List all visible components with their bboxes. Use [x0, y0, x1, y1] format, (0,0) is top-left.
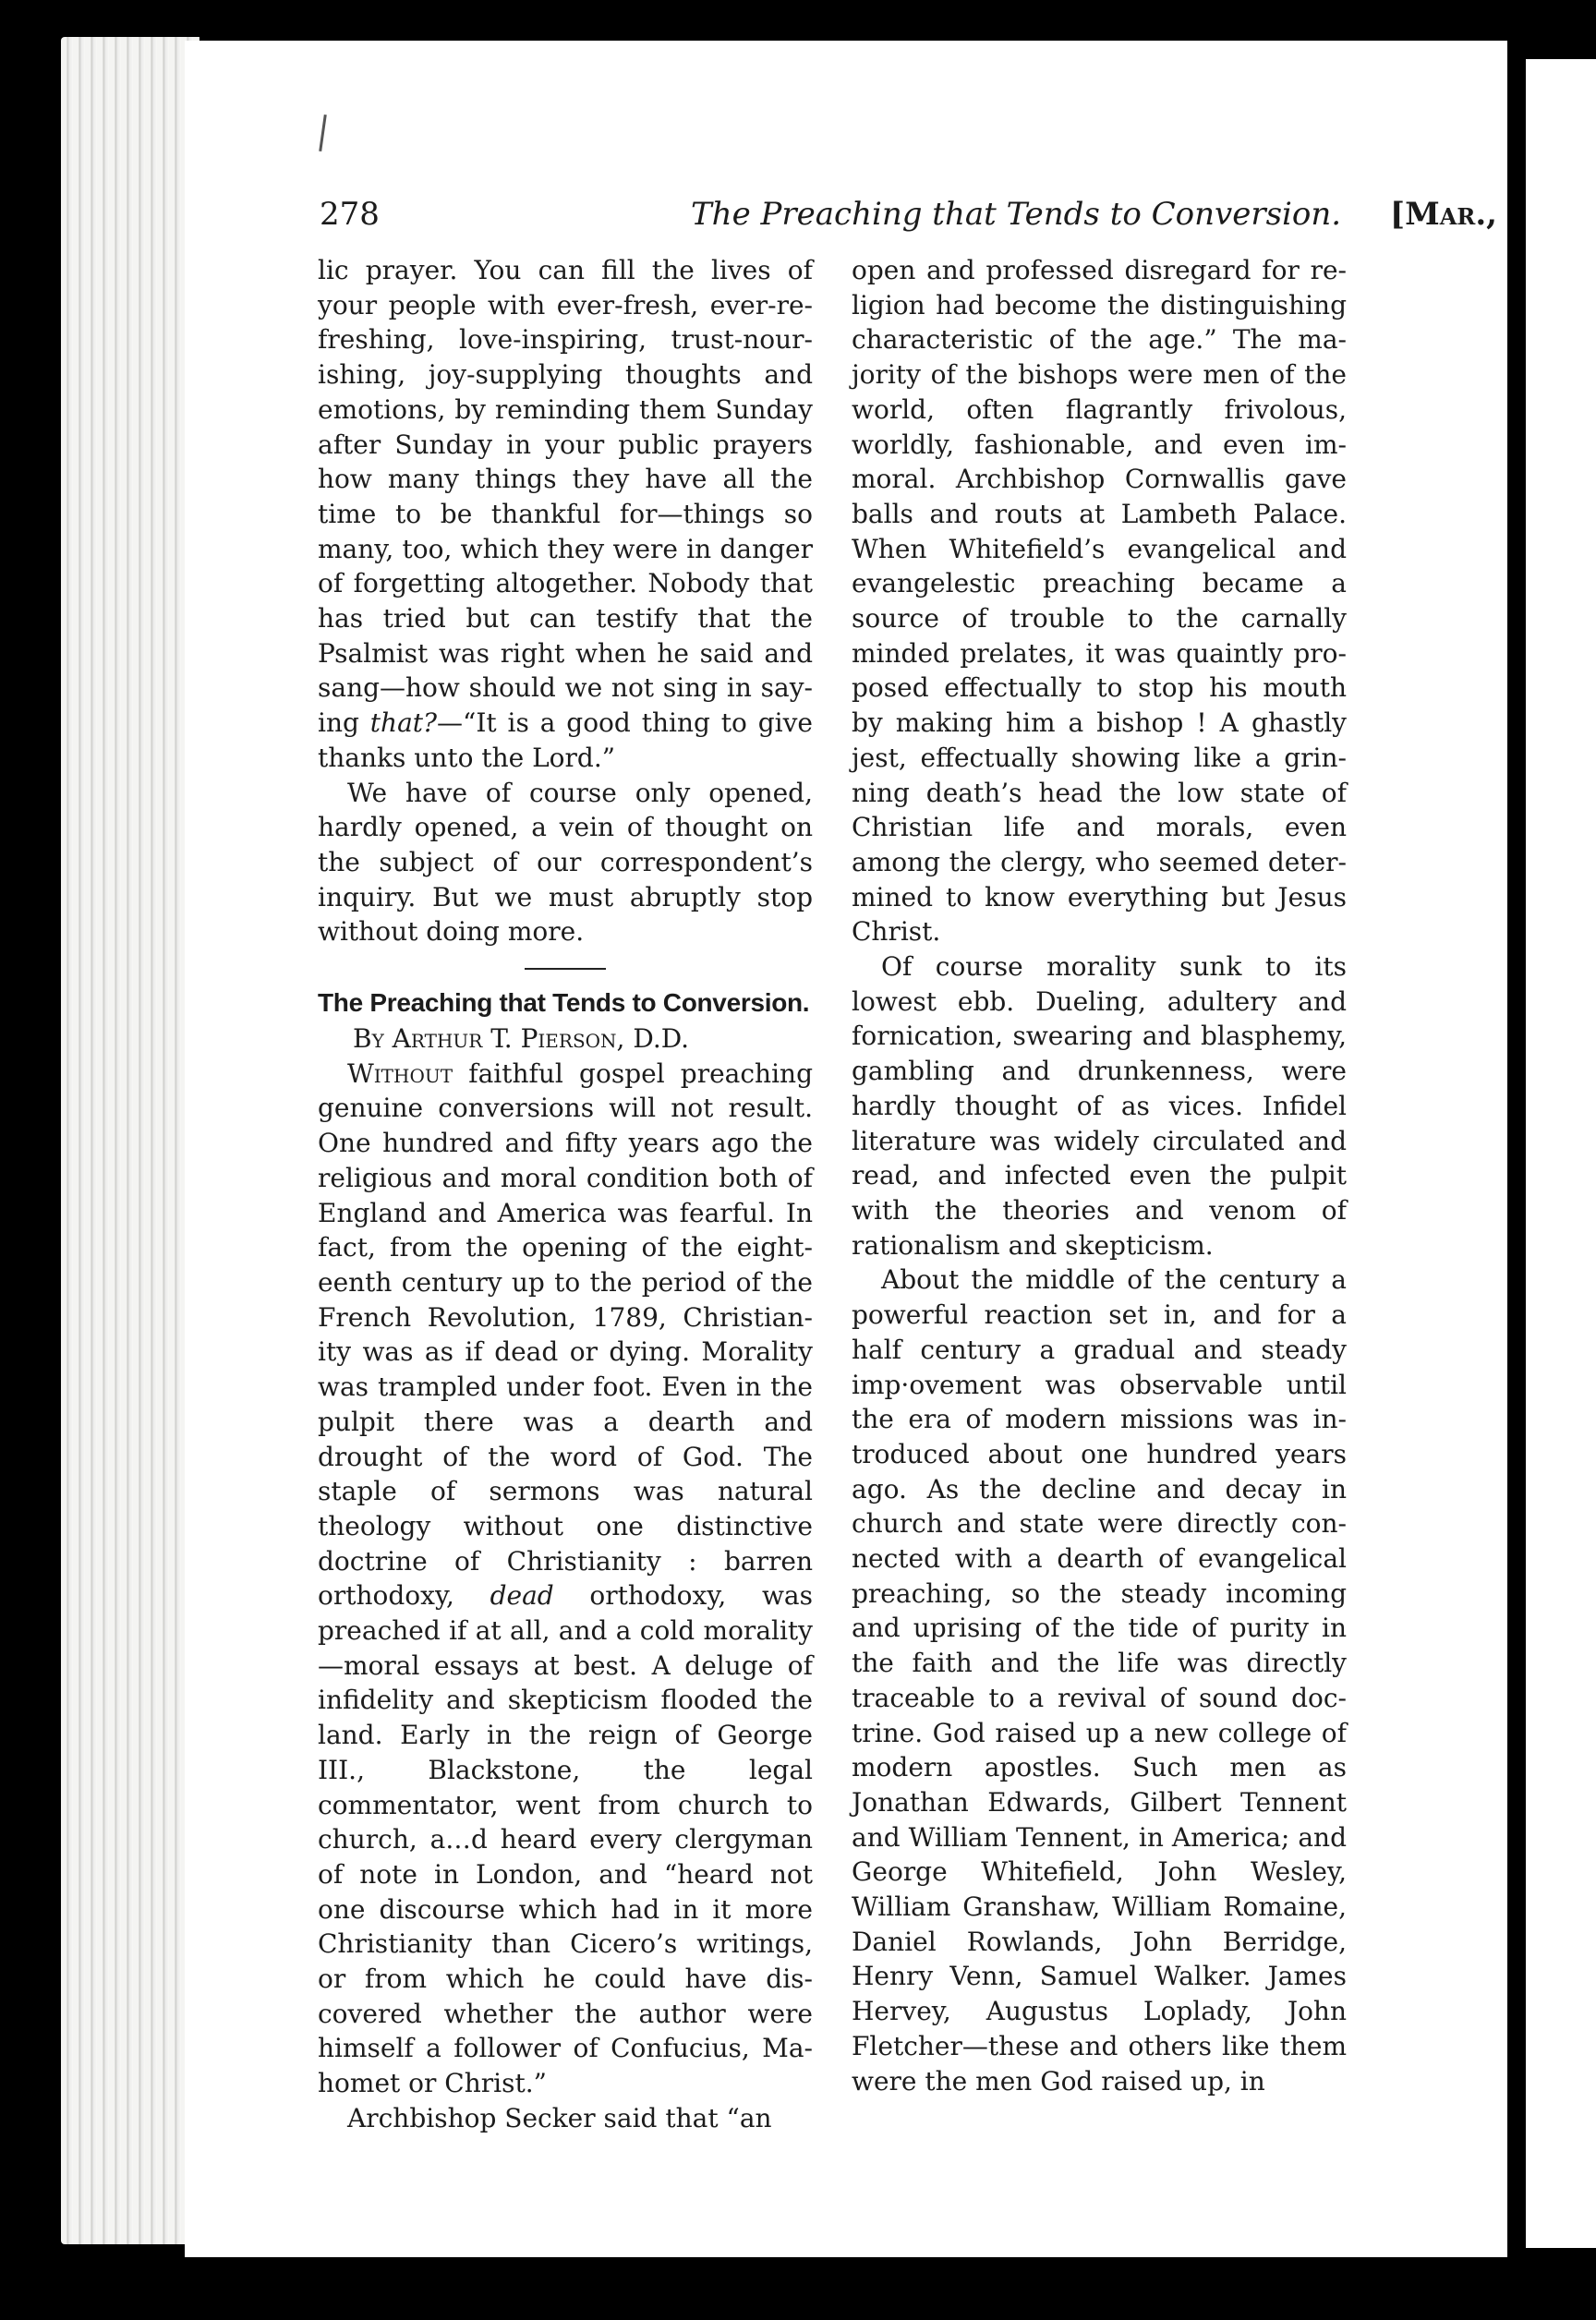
page-header: [320, 188, 1497, 240]
facing-page-edge: [1526, 59, 1596, 2248]
italic-text: that?: [369, 707, 438, 739]
paragraph-text: —“It is a good thing to give thanks unto the Lord.”: [318, 707, 814, 773]
paragraph-text: lic prayer. You can fill the lives of your people with ever-fresh, ever-refreshing, love-inspiring, trust-nourishing, joy-supplying thoughts and emotions, by reminding them Sunday after Sunday in your public prayers how many things they have all the time to be thankful for—things so many, too, which they were in danger of forgetting altogether. Nobody that has tried but can testify that the Psalmist was right when he said and sang—how should we not sing in saying: [318, 255, 813, 739]
lead-word: Without: [347, 1057, 453, 1089]
page-edges: [61, 37, 200, 2244]
page-number: 278: [320, 196, 380, 233]
paragraph: About the middle of the century a powerful reaction set in, and for a half century a gradual and steady imp·ovement was observable until the era of modern missions was introduced about one hundred years ago. As the decline and decay in church and state were directly connected with a dearth of evangelical preaching, so the steady incoming and uprising of the tide of purity in the faith and the life was directly traceable to a revival of sound doctrine. God raised up a new college of modern apostles. Such men as Jonathan Edw‌ards, Gilbert Tennent and William Tennent, in America; and George Whitefield, John Wesley, William Granshaw, William Romaine, Daniel Rowlands, John Berridge, Henry Venn, Samuel Walker. James Hervey, Augustus Loplady, John Fletcher—these and others like them were the men God raised up, in: [852, 1264, 1347, 2096]
italic-text: dead: [490, 1580, 554, 1612]
article-title: The Preaching that Tends to Conversion.: [318, 988, 810, 1018]
paragraph: Of course morality sunk to its lowest ebb. Dueling, adultery and fornication, swearing and blasphemy, gambling and drunkenness, were hardly thought of as vices. Infidel literature was wi‌dely circulated and read, and infected even the pulpit with the theories and venom of rationalism and skepticism.: [852, 951, 1347, 1261]
paragraph: Archbishop Secker said that “an: [347, 2102, 772, 2133]
running-title: The Preaching that Tends to Conversion.: [691, 196, 1342, 233]
paragraph-text: orthodoxy, was preached if at all, and a cold morality—moral essays at best. A deluge of infidelity and skepticism flooded the land. Early in the reign of George III., Blackstone, the legal commentator, went from church to church, a.‥d heard every clergyman of note in London, and “heard not one discourse which had in it more Christianity than Cicero’s writings, or from which he could have discovered whether the author were himself a follower of Confucius, Mahomet or Christ.”: [318, 1580, 813, 2099]
month-mark: [Mar.,: [1390, 196, 1497, 233]
book-page: [185, 41, 1507, 2257]
paragraph: [318, 1057, 813, 2101]
byline: By Arthur T. Pierson, D.D.: [353, 1023, 690, 1055]
paragraph: open and professed disregard for religion had become the distinguishing characteristic of the age.” The majority of the bishops were men of the world, often flagrantly frivolous, worldly, fashionable, and even immoral. Archbishop Cornwallis gave balls and routs at Lambeth Palace. When Whitefield’s evangelical and evangelestic preaching became a source of trouble to the carnally minded prelates, it was quaintly proposed effectually to stop his mouth by making him a bishop ! A ghastly jest, effectually showing like a grinning death’s head the low state of Christian life and morals, even among the clergy, who seemed determined to know everything but Jesus Christ.: [852, 255, 1347, 948]
paragraph: [318, 253, 813, 776]
left-column: [318, 253, 813, 2136]
paragraph-text: faithful gospel preaching genuine conversions will not result. One hundred and fifty years ago the religious and moral condition both of England and America was fearful. In fact, from the opening of the eighteenth century up to the period of the French Revolution, 1789, Christianity was as if dead or dying. Morality was trampled under foot. Even in the pulpit there was a dearth and drought of the word of God. The staple of sermons was natural theology without one distinctive doctrine of Christianity : barren orthodoxy,: [318, 1057, 814, 1612]
right-column: [852, 253, 1347, 2098]
pencil-mark: [319, 115, 327, 151]
paragraph: We have of course only opened, hardly opened, a vein of thought on the subject of our correspondent’s inquiry. But we must abruptly stop without doing more.: [318, 777, 813, 948]
section-divider: [525, 968, 606, 970]
